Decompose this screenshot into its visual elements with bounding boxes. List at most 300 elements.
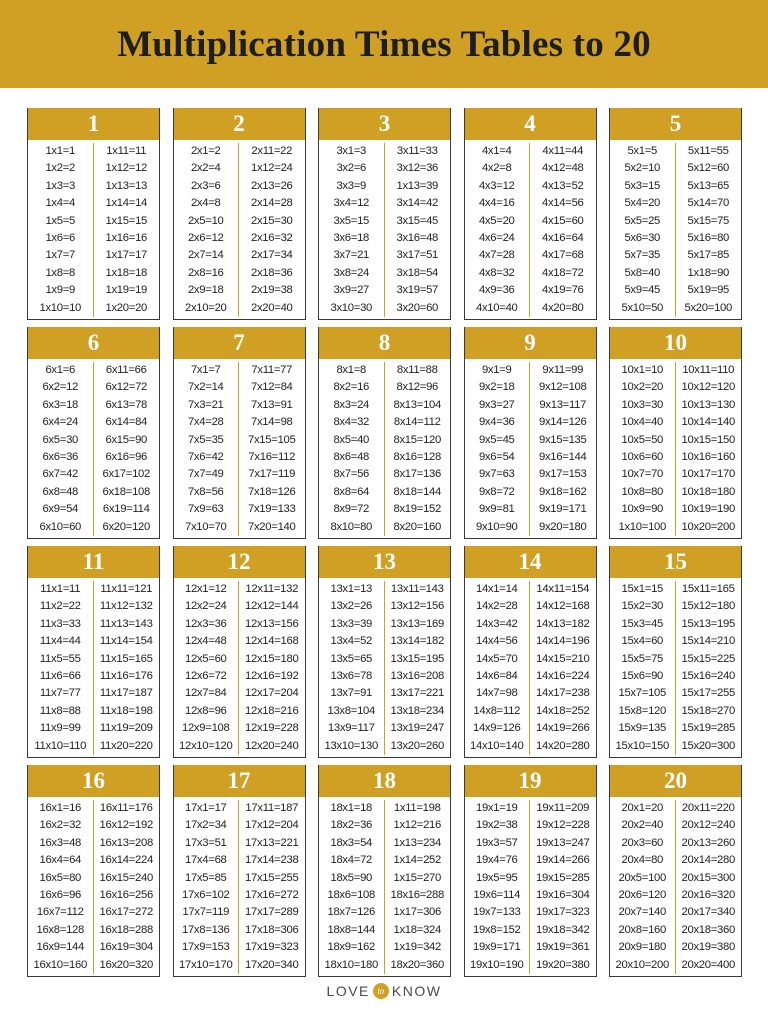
multiplication-fact: 19x18=342: [535, 923, 590, 936]
multiplication-fact: 7x17=119: [248, 468, 296, 481]
multiplication-fact: 20x11=220: [681, 802, 735, 814]
multiplication-fact: 19x4=76: [475, 854, 518, 867]
multiplication-fact: 8x2=16: [333, 381, 370, 394]
multiplication-fact: 9x4=36: [478, 416, 515, 429]
times-table-number: 12: [174, 546, 305, 578]
multiplication-fact: 7x19=133: [247, 503, 296, 516]
multiplication-fact: 4x10=40: [475, 301, 518, 314]
multiplication-fact: 19x16=304: [535, 888, 590, 901]
multiplication-fact: 4x8=32: [478, 266, 515, 279]
multiplication-fact: 1x19=19: [105, 284, 148, 297]
times-table-number: 2: [174, 108, 305, 140]
multiplication-fact: 3x14=42: [396, 197, 439, 210]
multiplication-fact: 2x18=36: [250, 266, 293, 279]
facts-column-left: [319, 581, 385, 755]
times-table-number: 4: [465, 108, 596, 140]
times-table-number: 7: [174, 327, 305, 359]
multiplication-fact: 9x12=108: [538, 381, 587, 394]
multiplication-fact: 12x19=228: [244, 722, 299, 735]
multiplication-fact: 16x20=320: [99, 958, 154, 971]
multiplication-fact: 16x12=192: [99, 819, 154, 832]
multiplication-fact: 3x7=21: [333, 249, 370, 262]
times-table-facts: [465, 797, 596, 974]
multiplication-fact: 1x1=1: [45, 145, 76, 157]
multiplication-fact: 12x6=72: [184, 669, 227, 682]
multiplication-fact: 3x17=51: [396, 249, 439, 262]
multiplication-fact: 8x20=160: [393, 520, 442, 533]
multiplication-fact: 2x11=22: [251, 145, 293, 157]
multiplication-fact: 8x4=32: [333, 416, 370, 429]
multiplication-fact: 17x6=102: [181, 888, 230, 901]
times-table-facts: [174, 140, 305, 317]
multiplication-fact: 2x10=20: [184, 301, 227, 314]
facts-column-left: [319, 800, 385, 974]
multiplication-fact: 16x5=80: [39, 871, 82, 884]
multiplication-fact: 17x18=306: [244, 923, 299, 936]
multiplication-fact: 9x1=9: [481, 364, 512, 376]
multiplication-fact: 2x17=34: [250, 249, 293, 262]
multiplication-fact: 12x9=108: [181, 722, 230, 735]
multiplication-fact: 16x3=48: [39, 836, 82, 849]
multiplication-fact: 2x1=2: [190, 145, 221, 157]
multiplication-fact: 9x2=18: [478, 381, 515, 394]
multiplication-fact: 20x4=80: [621, 854, 664, 867]
multiplication-fact: 19x14=266: [535, 854, 590, 867]
times-table-number: 5: [610, 108, 741, 140]
facts-column-right: [530, 143, 596, 317]
multiplication-fact: 9x14=126: [538, 416, 587, 429]
multiplication-fact: 1x11=198: [393, 802, 441, 814]
multiplication-fact: 14x11=154: [536, 583, 590, 595]
multiplication-fact: 15x7=105: [618, 687, 667, 700]
multiplication-fact: 4x3=12: [478, 179, 515, 192]
multiplication-fact: 8x16=128: [393, 450, 442, 463]
multiplication-fact: 16x7=112: [36, 906, 84, 919]
multiplication-fact: 1x10=100: [618, 520, 667, 533]
multiplication-fact: 2x13=26: [250, 179, 293, 192]
multiplication-fact: 8x6=48: [333, 450, 370, 463]
times-table-number: 14: [465, 546, 596, 578]
facts-column-right: [676, 581, 742, 755]
times-table-facts: [319, 797, 450, 974]
title-banner: [0, 0, 768, 88]
multiplication-fact: 9x7=63: [478, 468, 515, 481]
multiplication-fact: 19x10=190: [469, 958, 524, 971]
facts-column-right: [676, 362, 742, 536]
multiplication-fact: 13x4=52: [330, 635, 373, 648]
multiplication-fact: 10x14=140: [681, 416, 736, 429]
multiplication-fact: 12x7=84: [184, 687, 227, 700]
multiplication-fact: 7x5=35: [187, 433, 224, 446]
multiplication-fact: 10x8=80: [621, 485, 664, 498]
facts-column-right: [676, 143, 742, 317]
multiplication-fact: 4x7=28: [478, 249, 515, 262]
multiplication-fact: 17x14=238: [244, 854, 299, 867]
facts-column-right: [239, 362, 305, 536]
multiplication-fact: 1x14=252: [393, 854, 442, 867]
multiplication-fact: 11x5=55: [39, 652, 81, 665]
multiplication-fact: 7x2=14: [187, 381, 224, 394]
times-table-facts: [174, 797, 305, 974]
multiplication-fact: 1x5=5: [45, 214, 76, 227]
multiplication-fact: 12x2=24: [184, 600, 227, 613]
multiplication-fact: 3x8=24: [333, 266, 370, 279]
multiplication-fact: 6x12=72: [105, 381, 148, 394]
multiplication-fact: 12x18=216: [244, 704, 299, 717]
facts-column-left: [174, 362, 240, 536]
multiplication-fact: 8x19=152: [393, 503, 442, 516]
multiplication-fact: 3x2=6: [336, 162, 367, 175]
multiplication-fact: 10x2=20: [621, 381, 664, 394]
times-table-facts: [28, 140, 159, 317]
multiplication-fact: 11x7=77: [39, 687, 81, 700]
multiplication-fact: 3x12=36: [396, 162, 439, 175]
multiplication-fact: 13x15=195: [390, 652, 445, 665]
multiplication-fact: 13x20=260: [390, 739, 445, 752]
multiplication-fact: 10x13=130: [681, 398, 736, 411]
multiplication-fact: 11x18=198: [99, 704, 153, 717]
times-table-card: [318, 327, 451, 539]
multiplication-fact: 14x18=252: [535, 704, 590, 717]
multiplication-fact: 20x20=400: [681, 958, 736, 971]
multiplication-fact: 20x19=380: [681, 941, 736, 954]
multiplication-fact: 17x13=221: [244, 836, 299, 849]
multiplication-fact: 20x1=20: [621, 802, 664, 814]
multiplication-fact: 14x13=182: [535, 617, 590, 630]
times-table-facts: [28, 359, 159, 536]
multiplication-fact: 6x3=18: [42, 398, 79, 411]
multiplication-fact: 16x16=256: [99, 888, 154, 901]
multiplication-fact: 17x5=85: [184, 871, 227, 884]
multiplication-fact: 20x15=300: [681, 871, 736, 884]
multiplication-fact: 20x18=360: [681, 923, 736, 936]
times-table-card: [318, 108, 451, 320]
multiplication-fact: 11x1=11: [40, 583, 81, 595]
multiplication-fact: 17x1=17: [184, 802, 227, 814]
multiplication-fact: 5x14=70: [687, 197, 730, 210]
multiplication-fact: 13x1=13: [330, 583, 373, 595]
multiplication-fact: 13x16=208: [390, 669, 445, 682]
multiplication-fact: 14x19=266: [535, 722, 590, 735]
multiplication-fact: 8x11=88: [396, 364, 438, 376]
multiplication-fact: 16x17=272: [99, 906, 154, 919]
multiplication-fact: 15x4=60: [621, 635, 664, 648]
facts-column-right: [94, 581, 160, 755]
multiplication-fact: 18x7=126: [327, 906, 376, 919]
multiplication-fact: 11x19=209: [99, 722, 153, 735]
multiplication-fact: 11x15=165: [99, 652, 153, 665]
multiplication-fact: 6x20=120: [102, 520, 151, 533]
multiplication-fact: 15x8=120: [618, 704, 667, 717]
multiplication-fact: 9x19=171: [538, 503, 587, 516]
multiplication-fact: 7x20=140: [247, 520, 296, 533]
multiplication-fact: 15x10=150: [615, 739, 670, 752]
facts-column-right: [94, 362, 160, 536]
multiplication-fact: 8x10=80: [330, 520, 373, 533]
multiplication-fact: 5x1=5: [627, 145, 658, 157]
multiplication-fact: 12x12=144: [244, 600, 299, 613]
multiplication-fact: 20x6=120: [618, 888, 667, 901]
times-table-card: [27, 765, 160, 977]
multiplication-fact: 18x10=180: [324, 958, 379, 971]
multiplication-fact: 3x9=27: [333, 284, 370, 297]
multiplication-fact: 15x20=300: [681, 739, 736, 752]
multiplication-fact: 7x6=42: [187, 450, 224, 463]
multiplication-fact: 7x9=63: [187, 503, 224, 516]
multiplication-fact: 4x4=16: [478, 197, 515, 210]
multiplication-fact: 19x5=95: [475, 871, 518, 884]
facts-column-right: [385, 800, 451, 974]
multiplication-fact: 10x5=50: [621, 433, 664, 446]
multiplication-fact: 8x13=104: [393, 398, 442, 411]
multiplication-fact: 19x15=285: [535, 871, 590, 884]
times-table-card: [464, 108, 597, 320]
multiplication-fact: 13x2=26: [330, 600, 373, 613]
multiplication-fact: 13x12=156: [390, 600, 445, 613]
multiplication-fact: 11x16=176: [99, 669, 153, 682]
multiplication-fact: 7x10=70: [184, 520, 227, 533]
multiplication-fact: 13x13=169: [390, 617, 445, 630]
multiplication-fact: 11x2=22: [39, 600, 81, 613]
multiplication-fact: 20x16=320: [681, 888, 736, 901]
times-table-number: 15: [610, 546, 741, 578]
times-table-number: 19: [465, 765, 596, 797]
multiplication-fact: 20x7=140: [618, 906, 667, 919]
multiplication-fact: 8x9=72: [333, 503, 370, 516]
multiplication-fact: 13x3=39: [330, 617, 373, 630]
multiplication-fact: 18x8=144: [327, 923, 376, 936]
multiplication-fact: 12x1=12: [184, 583, 227, 595]
times-table-card: [27, 327, 160, 539]
multiplication-fact: 3x6=18: [333, 231, 370, 244]
times-table-facts: [174, 359, 305, 536]
multiplication-fact: 3x20=60: [396, 301, 439, 314]
multiplication-fact: 15x19=285: [681, 722, 736, 735]
multiplication-fact: 11x17=187: [99, 687, 153, 700]
multiplication-fact: 17x17=289: [244, 906, 299, 919]
multiplication-fact: 6x15=90: [105, 433, 148, 446]
multiplication-fact: 1x10=10: [39, 301, 82, 314]
multiplication-fact: 9x17=153: [538, 468, 587, 481]
times-table-number: 10: [610, 327, 741, 359]
multiplication-fact: 14x5=70: [475, 652, 518, 665]
times-table-facts: [319, 359, 450, 536]
facts-column-right: [94, 143, 160, 317]
multiplication-fact: 19x6=114: [473, 888, 521, 901]
multiplication-fact: 10x3=30: [621, 398, 664, 411]
times-table-card: [609, 546, 742, 758]
facts-column-left: [465, 800, 531, 974]
facts-column-right: [239, 581, 305, 755]
multiplication-fact: 1x8=8: [45, 266, 76, 279]
facts-column-left: [465, 581, 531, 755]
multiplication-fact: 7x12=84: [250, 381, 293, 394]
multiplication-fact: 15x15=225: [681, 652, 736, 665]
multiplication-fact: 20x12=240: [681, 819, 736, 832]
multiplication-fact: 16x15=240: [99, 871, 154, 884]
multiplication-fact: 3x18=54: [396, 266, 439, 279]
facts-column-left: [28, 143, 94, 317]
multiplication-fact: 15x6=90: [621, 669, 664, 682]
multiplication-fact: 5x20=100: [684, 301, 733, 314]
multiplication-fact: 3x5=15: [333, 214, 370, 227]
multiplication-fact: 19x9=171: [472, 941, 521, 954]
multiplication-fact: 11x9=99: [39, 722, 81, 735]
times-table-card: [318, 546, 451, 758]
brand-logo-right: KNOW: [391, 983, 442, 999]
multiplication-fact: 16x18=288: [99, 923, 154, 936]
multiplication-fact: 5x2=10: [624, 162, 661, 175]
multiplication-fact: 18x6=108: [327, 888, 376, 901]
multiplication-fact: 20x13=260: [681, 836, 736, 849]
multiplication-fact: 16x4=64: [39, 854, 82, 867]
multiplication-fact: 4x6=24: [478, 231, 515, 244]
multiplication-fact: 14x3=42: [475, 617, 518, 630]
multiplication-fact: 14x10=140: [469, 739, 524, 752]
multiplication-fact: 1x2=2: [45, 162, 76, 175]
multiplication-fact: 12x8=96: [184, 704, 227, 717]
multiplication-fact: 3x4=12: [333, 197, 370, 210]
times-table-card: [173, 327, 306, 539]
multiplication-fact: 7x7=49: [187, 468, 224, 481]
multiplication-fact: 14x6=84: [475, 669, 518, 682]
multiplication-fact: 8x14=112: [393, 416, 441, 429]
times-table-facts: [465, 140, 596, 317]
multiplication-fact: 5x9=45: [624, 284, 661, 297]
multiplication-fact: 13x17=221: [390, 687, 445, 700]
multiplication-fact: 9x15=135: [538, 433, 587, 446]
multiplication-fact: 2x4=8: [190, 197, 221, 210]
multiplication-fact: 5x3=15: [624, 179, 661, 192]
facts-column-right: [385, 362, 451, 536]
multiplication-fact: 15x1=15: [621, 583, 664, 595]
multiplication-fact: 7x13=91: [250, 398, 293, 411]
multiplication-fact: 14x20=280: [535, 739, 590, 752]
times-table-card: [27, 108, 160, 320]
multiplication-fact: 10x19=190: [681, 503, 736, 516]
multiplication-fact: 5x7=35: [624, 249, 661, 262]
multiplication-fact: 17x15=255: [244, 871, 299, 884]
multiplication-fact: 8x1=8: [336, 364, 367, 376]
multiplication-fact: 19x2=38: [475, 819, 518, 832]
multiplication-fact: 1x17=17: [105, 249, 148, 262]
multiplication-fact: 7x4=28: [187, 416, 224, 429]
multiplication-fact: 4x9=36: [478, 284, 515, 297]
times-table-card: [318, 765, 451, 977]
times-table-card: [609, 108, 742, 320]
multiplication-fact: 17x19=323: [244, 941, 299, 954]
multiplication-fact: 20x9=180: [618, 941, 667, 954]
multiplication-fact: 5x8=40: [624, 266, 661, 279]
times-table-number: 20: [610, 765, 741, 797]
multiplication-fact: 17x7=119: [182, 906, 230, 919]
times-table-number: 9: [465, 327, 596, 359]
multiplication-fact: 11x12=132: [99, 600, 153, 613]
multiplication-fact: 13x11=143: [390, 583, 444, 595]
facts-column-right: [385, 581, 451, 755]
multiplication-fact: 8x7=56: [333, 468, 370, 481]
facts-column-right: [94, 800, 160, 974]
multiplication-fact: 1x18=18: [105, 266, 148, 279]
multiplication-fact: 15x9=135: [618, 722, 667, 735]
multiplication-fact: 6x4=24: [42, 416, 79, 429]
multiplication-fact: 8x17=136: [393, 468, 442, 481]
multiplication-fact: 16x19=304: [99, 941, 154, 954]
multiplication-fact: 14x9=126: [472, 722, 521, 735]
multiplication-fact: 16x10=160: [33, 958, 88, 971]
multiplication-fact: 20x14=280: [681, 854, 736, 867]
facts-column-left: [610, 581, 676, 755]
multiplication-fact: 2x15=30: [250, 214, 293, 227]
multiplication-fact: 1x12=216: [393, 819, 442, 832]
multiplication-fact: 13x8=104: [327, 704, 376, 717]
multiplication-fact: 11x6=66: [39, 669, 81, 682]
multiplication-fact: 19x19=361: [535, 941, 590, 954]
multiplication-fact: 1x11=11: [106, 145, 147, 157]
multiplication-fact: 10x17=170: [681, 468, 736, 481]
times-table-number: 1: [28, 108, 159, 140]
times-table-facts: [610, 578, 741, 755]
multiplication-fact: 4x5=20: [478, 214, 515, 227]
multiplication-fact: 4x20=80: [541, 301, 584, 314]
multiplication-fact: 6x6=36: [42, 450, 79, 463]
multiplication-fact: 14x7=98: [475, 687, 518, 700]
multiplication-fact: 14x2=28: [475, 600, 518, 613]
multiplication-fact: 1x17=306: [393, 906, 442, 919]
multiplication-fact: 1x6=6: [45, 231, 76, 244]
multiplication-fact: 12x5=60: [184, 652, 227, 665]
multiplication-fact: 12x13=156: [244, 617, 299, 630]
multiplication-fact: 5x19=95: [687, 284, 730, 297]
multiplication-fact: 10x1=10: [621, 364, 664, 376]
times-table-card: [464, 765, 597, 977]
facts-column-left: [28, 800, 94, 974]
multiplication-fact: 8x12=96: [396, 381, 439, 394]
multiplication-fact: 1x12=24: [250, 162, 293, 175]
multiplication-fact: 4x1=4: [481, 145, 512, 157]
multiplication-fact: 5x17=85: [687, 249, 730, 262]
multiplication-fact: 11x8=88: [39, 704, 81, 717]
multiplication-fact: 4x12=48: [541, 162, 584, 175]
multiplication-fact: 1x15=15: [105, 214, 148, 227]
multiplication-fact: 14x12=168: [535, 600, 590, 613]
multiplication-fact: 15x14=210: [681, 635, 736, 648]
multiplication-fact: 1x3=3: [45, 179, 76, 192]
multiplication-fact: 16x14=224: [99, 854, 154, 867]
facts-column-left: [174, 143, 240, 317]
brand-logo-mark: to: [373, 983, 389, 999]
facts-column-right: [385, 143, 451, 317]
multiplication-fact: 11x11=121: [100, 583, 153, 595]
multiplication-fact: 10x16=160: [681, 450, 736, 463]
multiplication-fact: 17x16=272: [244, 888, 299, 901]
times-table-number: 18: [319, 765, 450, 797]
multiplication-fact: 4x15=60: [541, 214, 584, 227]
multiplication-fact: 16x6=96: [39, 888, 82, 901]
multiplication-fact: 12x10=120: [178, 739, 233, 752]
times-table-card: [609, 765, 742, 977]
multiplication-fact: 1x13=234: [393, 836, 442, 849]
multiplication-fact: 16x2=32: [39, 819, 82, 832]
multiplication-fact: 1x16=16: [105, 231, 148, 244]
multiplication-fact: 3x3=9: [336, 179, 367, 192]
times-table-facts: [319, 140, 450, 317]
facts-column-left: [174, 581, 240, 755]
times-table-card: [609, 327, 742, 539]
multiplication-fact: 17x4=68: [184, 854, 227, 867]
times-table-card: [464, 327, 597, 539]
facts-column-left: [28, 362, 94, 536]
